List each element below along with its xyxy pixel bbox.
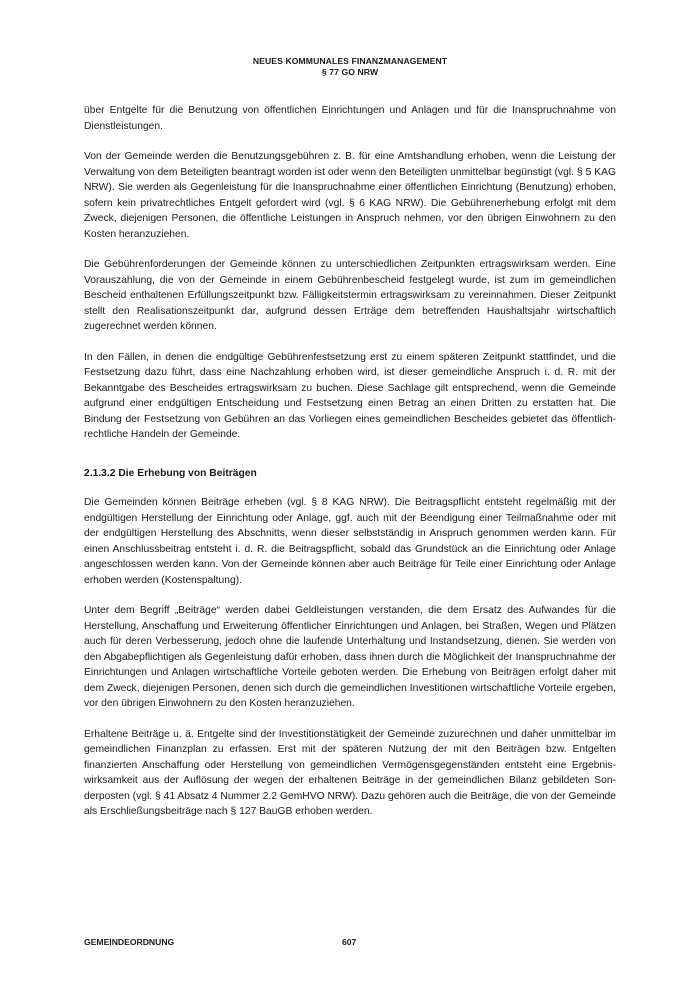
paragraph: Unter dem Begriff „Beiträge“ werden dabei Geldleistungen verstanden, die dem Ersatz des Aufwandes für die Herstellung, Anschaffung und Erweiterung öffentlicher Einrichtungen und Anlagen, bei Straßen, Wegen und Plätzen auch für deren Verbesserung, jedoch ohne die laufende Unterhaltung und Instandsetzung, dienen. Sie werden von den Abgabepflichtigen als Gegenleistung dafür erhoben, dass ihnen durch die Möglichkeit der Inanspruchnahme der Einrichtungen und Anlagen wirtschaftliche Vorteile geboten werden. Die Erhebung von Beiträgen erfolgt daher mit dem Zweck, diejenigen Personen, denen sich durch die gemeindlichen Investitionen wirtschaftliche Vorteile ergeben, vor den übrigen Einwohnern zu den Kosten heranzuziehen.: [84, 605, 616, 709]
page-number: 607: [342, 937, 357, 947]
paragraph: Die Gebührenforderungen der Gemeinde können zu unterschiedlichen Zeitpunkten ertragswirksam werden. Eine Vorauszahlung, die von der Gemeinde in einem Gebührenbescheid festgelegt wurde, ist zum im gemeindlichen Bescheid enthaltenen Erfüllungszeitpunkt bzw. Fälligkeitstermin ertragswirksam zu vereinnahmen. Dieser Zeitpunkt stellt den Realisationszeitpunkt dar, aufgrund dessen Erträge dem betreffenden Haushaltsjahr wirtschaftlich zugerechnet werden können.: [84, 259, 616, 332]
paragraph: Von der Gemeinde werden die Benutzungsgebühren z. B. für eine Amtshandlung erhoben, wenn die Leistung der Verwaltung von dem Beteiligten beantragt worden ist oder wenn den Beteiligten unmittelbar begünstigt (vgl. § 5 KAG NRW). Sie werden als Gegenleistung für die Inanspruchnahme einer öffentlichen Einrichtung (Benutzung) erhoben, sofern kein privatrechtliches Entgelt gefordert wird (vgl. § 6 KAG NRW). Die Gebührenerhebung erfolgt mit dem Zweck, diejenigen Personen, die öffentliche Leistungen in Anspruch nehmen, vor den übrigen Einwohnern zu den Kosten heranzuziehen.: [84, 151, 616, 240]
paragraph: über Entgelte für die Benutzung von öffentlichen Einrichtungen und Anlagen und für die Inanspruchnahme von Dienstleistungen.: [84, 105, 616, 132]
section-heading: 2.1.3.2 Die Erhebung von Beiträgen: [84, 467, 257, 479]
paragraph: In den Fällen, in denen die endgültige Gebührenfestsetzung erst zu einem späteren Zeitpunkt stattfindet, und die Festsetzung dazu führt, dass eine Nachzahlung erhoben wird, ist dieser gemeindliche Anspruch i. d. R. mit der Bekanntgabe des Bescheides ertragswirksam zu buchen. Diese Sachlage gilt entsprechend, wenn die Gemeinde aufgrund einer endgültigen Entscheidung und Festsetzung einen Betrag an einen Dritten zu erstatten hat. Die Bindung der Festsetzung von Gebühren an das Vorliegen eines gemeindlichen Bescheides gebietet das öffentlich-rechtliche Handeln der Gemeinde.: [84, 351, 616, 440]
header-subtitle: § 77 GO NRW: [321, 67, 379, 77]
paragraph: Erhaltene Beiträge u. ä. Entgelte sind der Investitionstätigkeit der Gemeinde zuzurechnen und daher unmittelbar im gemeindlichen Finanzplan zu erfassen. Erst mit der späteren Nutzung der mit den Beiträgen bzw. Entgelten finanzierten Anschaffung oder Herstellung von gemeindlichen Vermögensgegenständen entsteht eine Ergebniswirksamkeit aus der Auflösung der wegen der erhaltenen Beiträge in der gemeindlichen Bilanz gebildeten Sonderposten (vgl. § 41 Absatz 4 Nummer 2.2 GemHVO NRW). Dazu gehören auch die Beiträge, die von der Gemeinde als Erschließungsbeiträge nach § 127 BauGB erhoben werden.: [84, 728, 616, 817]
page-footer: [84, 937, 616, 949]
page-body: [84, 103, 616, 835]
header-title: NEUES KOMMUNALES FINANZMANAGEMENT: [252, 56, 448, 66]
paragraph: Die Gemeinden können Beiträge erheben (vgl. § 8 KAG NRW). Die Beitragspflicht entsteht regelmäßig mit der endgültigen Herstellung der Einrichtung oder Anlage, ggf. auch mit der Beendigung einer Teilmaßnahme oder mit der endgültigen Herstellung des Abschnitts, wenn dieser selbstständig in Anspruch genommen werden kann. Für einen Anschlussbeitrag entsteht i. d. R. die Beitragspflicht, sobald das Grundstück an die Einrichtung oder Anlage angeschlossen werden kann. Von der Gemeinde können aber auch Beiträge für Teile einer Einrichtung oder Anlage erhoben werden (Kostenspaltung).: [84, 497, 616, 586]
page-header: [0, 56, 700, 78]
footer-document-title: GEMEINDEORDNUNG: [84, 937, 175, 947]
